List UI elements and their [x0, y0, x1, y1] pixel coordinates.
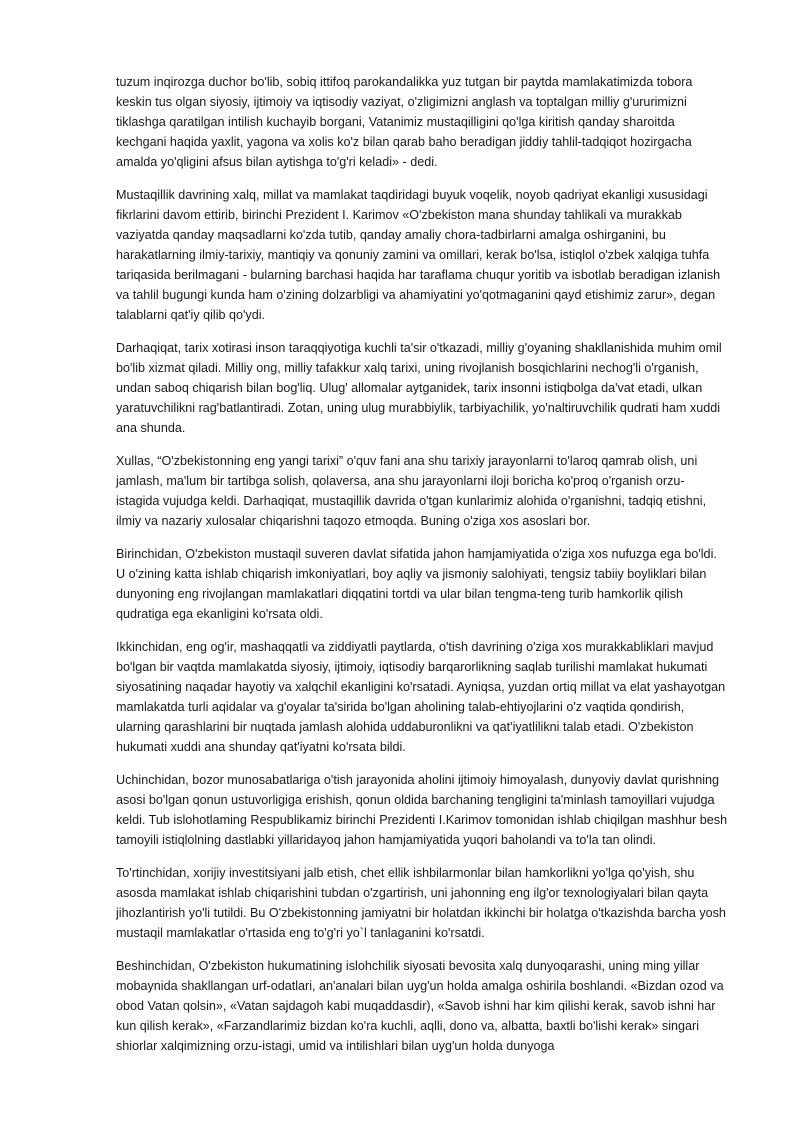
document-page [116, 72, 728, 1069]
paragraph: Birinchidan, O'zbekiston mustaqil suveren davlat sifatida jahon hamjamiyatida o'ziga xos nufuzga ega bo'ldi. U o'zining katta ishlab chiqarish imkoniyatlari, boy aqliy va jismoniy salohiyati, tengsiz tabiiy boyliklari bilan dunyoning eng rivojlangan mamlakatlari diqqatini tortdi va ular bilan tengma-teng turib hamkorlik qilish qudratiga ega ekanligini ko'rsata oldi. [116, 547, 717, 621]
paragraph: Ikkinchidan, eng og'ir, mashaqqatli va ziddiyatli paytlarda, o'tish davrining o'ziga xos murakkabliklari mavjud bo'lgan bir vaqtda mamlakatda siyosiy, ijtimoiy, iqtisodiy barqarorlikning saqlab turilishi mamlakat hukumati siyosatining naqadar hayotiy va xalqchil ekanligini ko'rsatadi. Ayniqsa, yuzdan ortiq millat va elat yashayotgan mamlakatda turli aqidalar va g'oyalar ta'sirida bo'lgan aholining talab-ehtiyojlarini o'z vaqtida qondirish, ularning qarashlarini bir nuqtada jamlash alohida uddaburonlikni va qat'iyatlilikni talab etadi. O'zbekiston hukumati xuddi ana shunday qat'iyatni ko'rsata bildi. [116, 640, 726, 754]
paragraph: Beshinchidan, O'zbekiston hukumatining islohchilik siyosati bevosita xalq dunyoqarashi, uning ming yillar mobaynida shakllangan urf-odatlari, an'analari bilan uyg'un holda amalga oshirila boshlandi. «Bizdan ozod va obod Vatan qolsin», «Vatan sajdagoh kabi muqaddasdir), «Savob ishni har kim qilishi kerak, savob ishni har kun qilish kerak», «Farzandlarimiz bizdan ko'ra kuchli, aqlli, dono va, albatta, baxtli bo'lishi kerak» singari shiorlar xalqimizning orzu-istagi, umid va intilishlari bilan uyg'un holda dunyoga [116, 959, 724, 1053]
paragraph: Xullas, “O'zbekistonning eng yangi tarixi” o'quv fani ana shu tarixiy jarayonlarni to'laroq qamrab olish, uni jamlash, ma'lum bir tartibga solish, qolaversa, ana shu jarayonlarni iloji boricha ko'proq o'rganish orzu-istagida vujudga keldi. Darhaqiqat, mustaqillik davrida o'tgan kunlarimiz alohida o'rganishni, tadqiq etishni, ilmiy va nazariy xulosalar chiqarishni taqozo etmoqda. Buning o'ziga xos asoslari bor. [116, 454, 707, 528]
paragraph: tuzum inqirozga duchor bo'lib, sobiq ittifoq parokandalikka yuz tutgan bir paytda mamlakatimizda tobora keskin tus olgan siyosiy, ijtimoiy va iqtisodiy vaziyat, o'zligimizni anglash va toptalgan milliy g'ururimizni tiklashga qaratilgan intilish kuchayib borgani, Vatanimiz mustaqilligini qo'lga kiritish qanday sharoitda kechgani haqida yaxlit, yagona va xolis ko'z bilan qarab baho beradigan jiddiy tahlil-tadqiqot hozirgacha amalda yo'qligini afsus bilan aytishga to'g'ri keladi» - dedi. [116, 75, 693, 169]
paragraph: To'rtinchidan, xorijiy investitsiyani jalb etish, chet ellik ishbilarmonlar bilan hamkorlikni yo'lga qo'yish, shu asosda mamlakat ishlab chiqarishini tubdan o'zgartirish, uni jahonning eng ilg'or texnologiyalari bilan qayta jihozlantirish yo'li tutildi. Bu O'zbekistonning jamiyatni bir holatdan ikkinchi bir holatga o'tkazishda barcha yosh mustaqil mamlakatlar o'rtasida eng to'g'ri yo`l tanlaganini ko'rsatdi. [116, 866, 726, 940]
paragraph: Darhaqiqat, tarix xotirasi inson taraqqiyotiga kuchli ta'sir o'tkazadi, milliy g'oyaning shakllanishida muhim omil bo'lib xizmat qiladi. Milliy ong, milliy tafakkur xalq tarixi, uning rivojlanish bosqichlarini nechog'li o'rganish, undan saboq chiqarish bilan bog'liq. Ulug' allomalar aytganidek, tarix insonni istiqbolga da'vat etadi, ulkan yaratuvchilikni rag'batlantiradi. Zotan, uning ulug murabbiylik, tarbiyachilik, yo'naltiruvchilik qudrati ham xuddi ana shunda. [116, 341, 722, 435]
paragraph: Mustaqillik davrining xalq, millat va mamlakat taqdiridagi buyuk voqelik, noyob qadriyat ekanligi xususidagi fikrlarini davom ettirib, birinchi Prezident I. Karimov «O'zbekiston mana shunday tahlikali va murakkab vaziyatda qanday maqsadlarni ko'zda tutib, qanday amaliy chora-tadbirlarni amalga oshirganini, bu harakatlarning ilmiy-tarixiy, mantiqiy va qonuniy zamini va omillari, kerak bo'lsa, istiqlol o'zbek xalqiga tuhfa tariqasida berilmagani - bularning barchasi haqida har taraflama chuqur yoritib va isbotlab beradigan izlanish va tahlil bugungi kunda ham o'zining dolzarbligi va ahamiyatini yo'qotmaganini qayd etishimiz zarur», degan talablarni qat'iy qilib qo'ydi. [116, 188, 721, 322]
paragraph: Uchinchidan, bozor munosabatlariga o'tish jarayonida aholini ijtimoiy himoyalash, dunyoviy davlat qurishning asosi bo'lgan qonun ustuvorligiga erishish, qonun oldida barchaning tengligini ta'minlash tamoyillari vujudga keldi. Tub islohotlaming Respublikamiz birinchi Prezidenti I.Karimov tomonidan ishlab chiqilgan mashhur besh tamoyili istiqlolning dastlabki yillaridayoq jahon hamjamiyatida yuqori baholandi va to'la tan olindi. [116, 773, 728, 847]
